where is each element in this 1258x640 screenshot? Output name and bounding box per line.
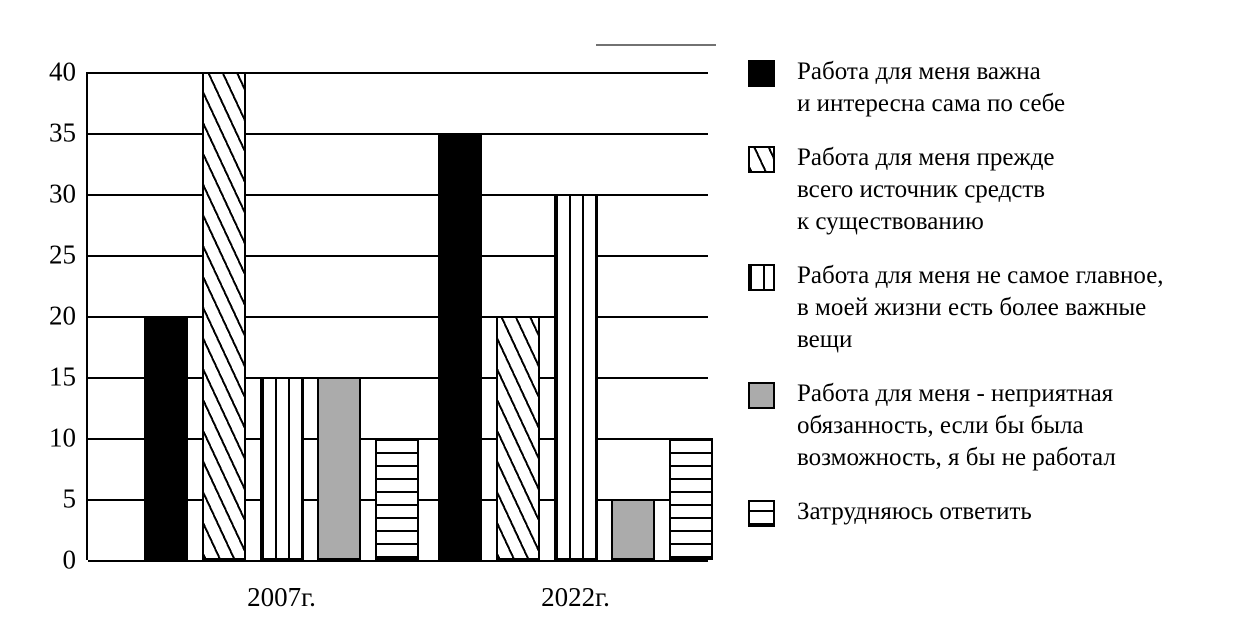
legend-item-label-line: всего источник средств (797, 176, 1046, 203)
legend-item (748, 142, 1248, 238)
legend-item-label-line: вещи (797, 326, 853, 353)
bar (611, 499, 655, 560)
legend-item (748, 260, 1248, 356)
gridline (88, 194, 708, 196)
legend-item-label (797, 142, 1055, 238)
chart-legend (748, 56, 1248, 550)
legend-item-label-line: обязанность, если бы была (797, 412, 1084, 439)
y-axis-label: 40 (49, 56, 76, 87)
y-axis-tick-labels (0, 0, 76, 640)
y-axis-label: 5 (62, 483, 76, 514)
y-axis-label: 10 (49, 422, 76, 453)
legend-swatch-vertical-icon (748, 264, 775, 291)
bar (669, 438, 713, 560)
x-axis-line (88, 560, 708, 562)
y-axis-label: 25 (49, 239, 76, 270)
legend-item-label (797, 496, 1032, 528)
plot-area (88, 72, 708, 560)
legend-item-label (797, 56, 1065, 120)
legend-item (748, 56, 1248, 120)
bar (202, 72, 246, 560)
y-axis-label: 20 (49, 300, 76, 331)
legend-swatch-horizontal-icon (748, 500, 775, 527)
legend-swatch-solid-icon (748, 60, 775, 87)
legend-item-label-line: к существованию (797, 208, 984, 235)
legend-item-label-line: в моей жизни есть более важные (797, 294, 1147, 321)
faded-title-artifact (596, 28, 716, 46)
gridline (88, 72, 708, 74)
bar (438, 133, 482, 560)
x-axis-category-label: 2022г. (541, 582, 610, 612)
legend-item (748, 378, 1248, 474)
legend-item-label-line: Работа для меня важна (797, 58, 1041, 85)
bar (260, 377, 304, 560)
bar (317, 377, 361, 560)
y-axis-label: 30 (49, 178, 76, 209)
legend-swatch-gray-icon (748, 382, 775, 409)
legend-item-label-line: Работа для меня - неприятная (797, 380, 1114, 407)
legend-item-label (797, 260, 1164, 356)
bar (144, 316, 188, 560)
gridline (88, 133, 708, 135)
bar (375, 438, 419, 560)
legend-item-label-line: и интересна сама по себе (797, 90, 1066, 117)
legend-item-label (797, 378, 1116, 474)
x-axis-category-label: 2007г. (247, 582, 316, 612)
legend-item-label-line: возможность, я бы не работал (797, 444, 1116, 471)
y-axis-label: 35 (49, 117, 76, 148)
gridline (88, 255, 708, 257)
legend-item-label-line: Работа для меня не самое главное, (797, 262, 1164, 289)
bar (496, 316, 540, 560)
legend-item-label-line: Работа для меня прежде (797, 144, 1055, 171)
bar (554, 194, 598, 560)
legend-item (748, 496, 1248, 528)
legend-swatch-diagonal-icon (748, 146, 775, 173)
y-axis-label: 0 (62, 544, 76, 575)
legend-item-label-line: Затрудняюсь ответить (797, 498, 1032, 525)
y-axis-label: 15 (49, 361, 76, 392)
